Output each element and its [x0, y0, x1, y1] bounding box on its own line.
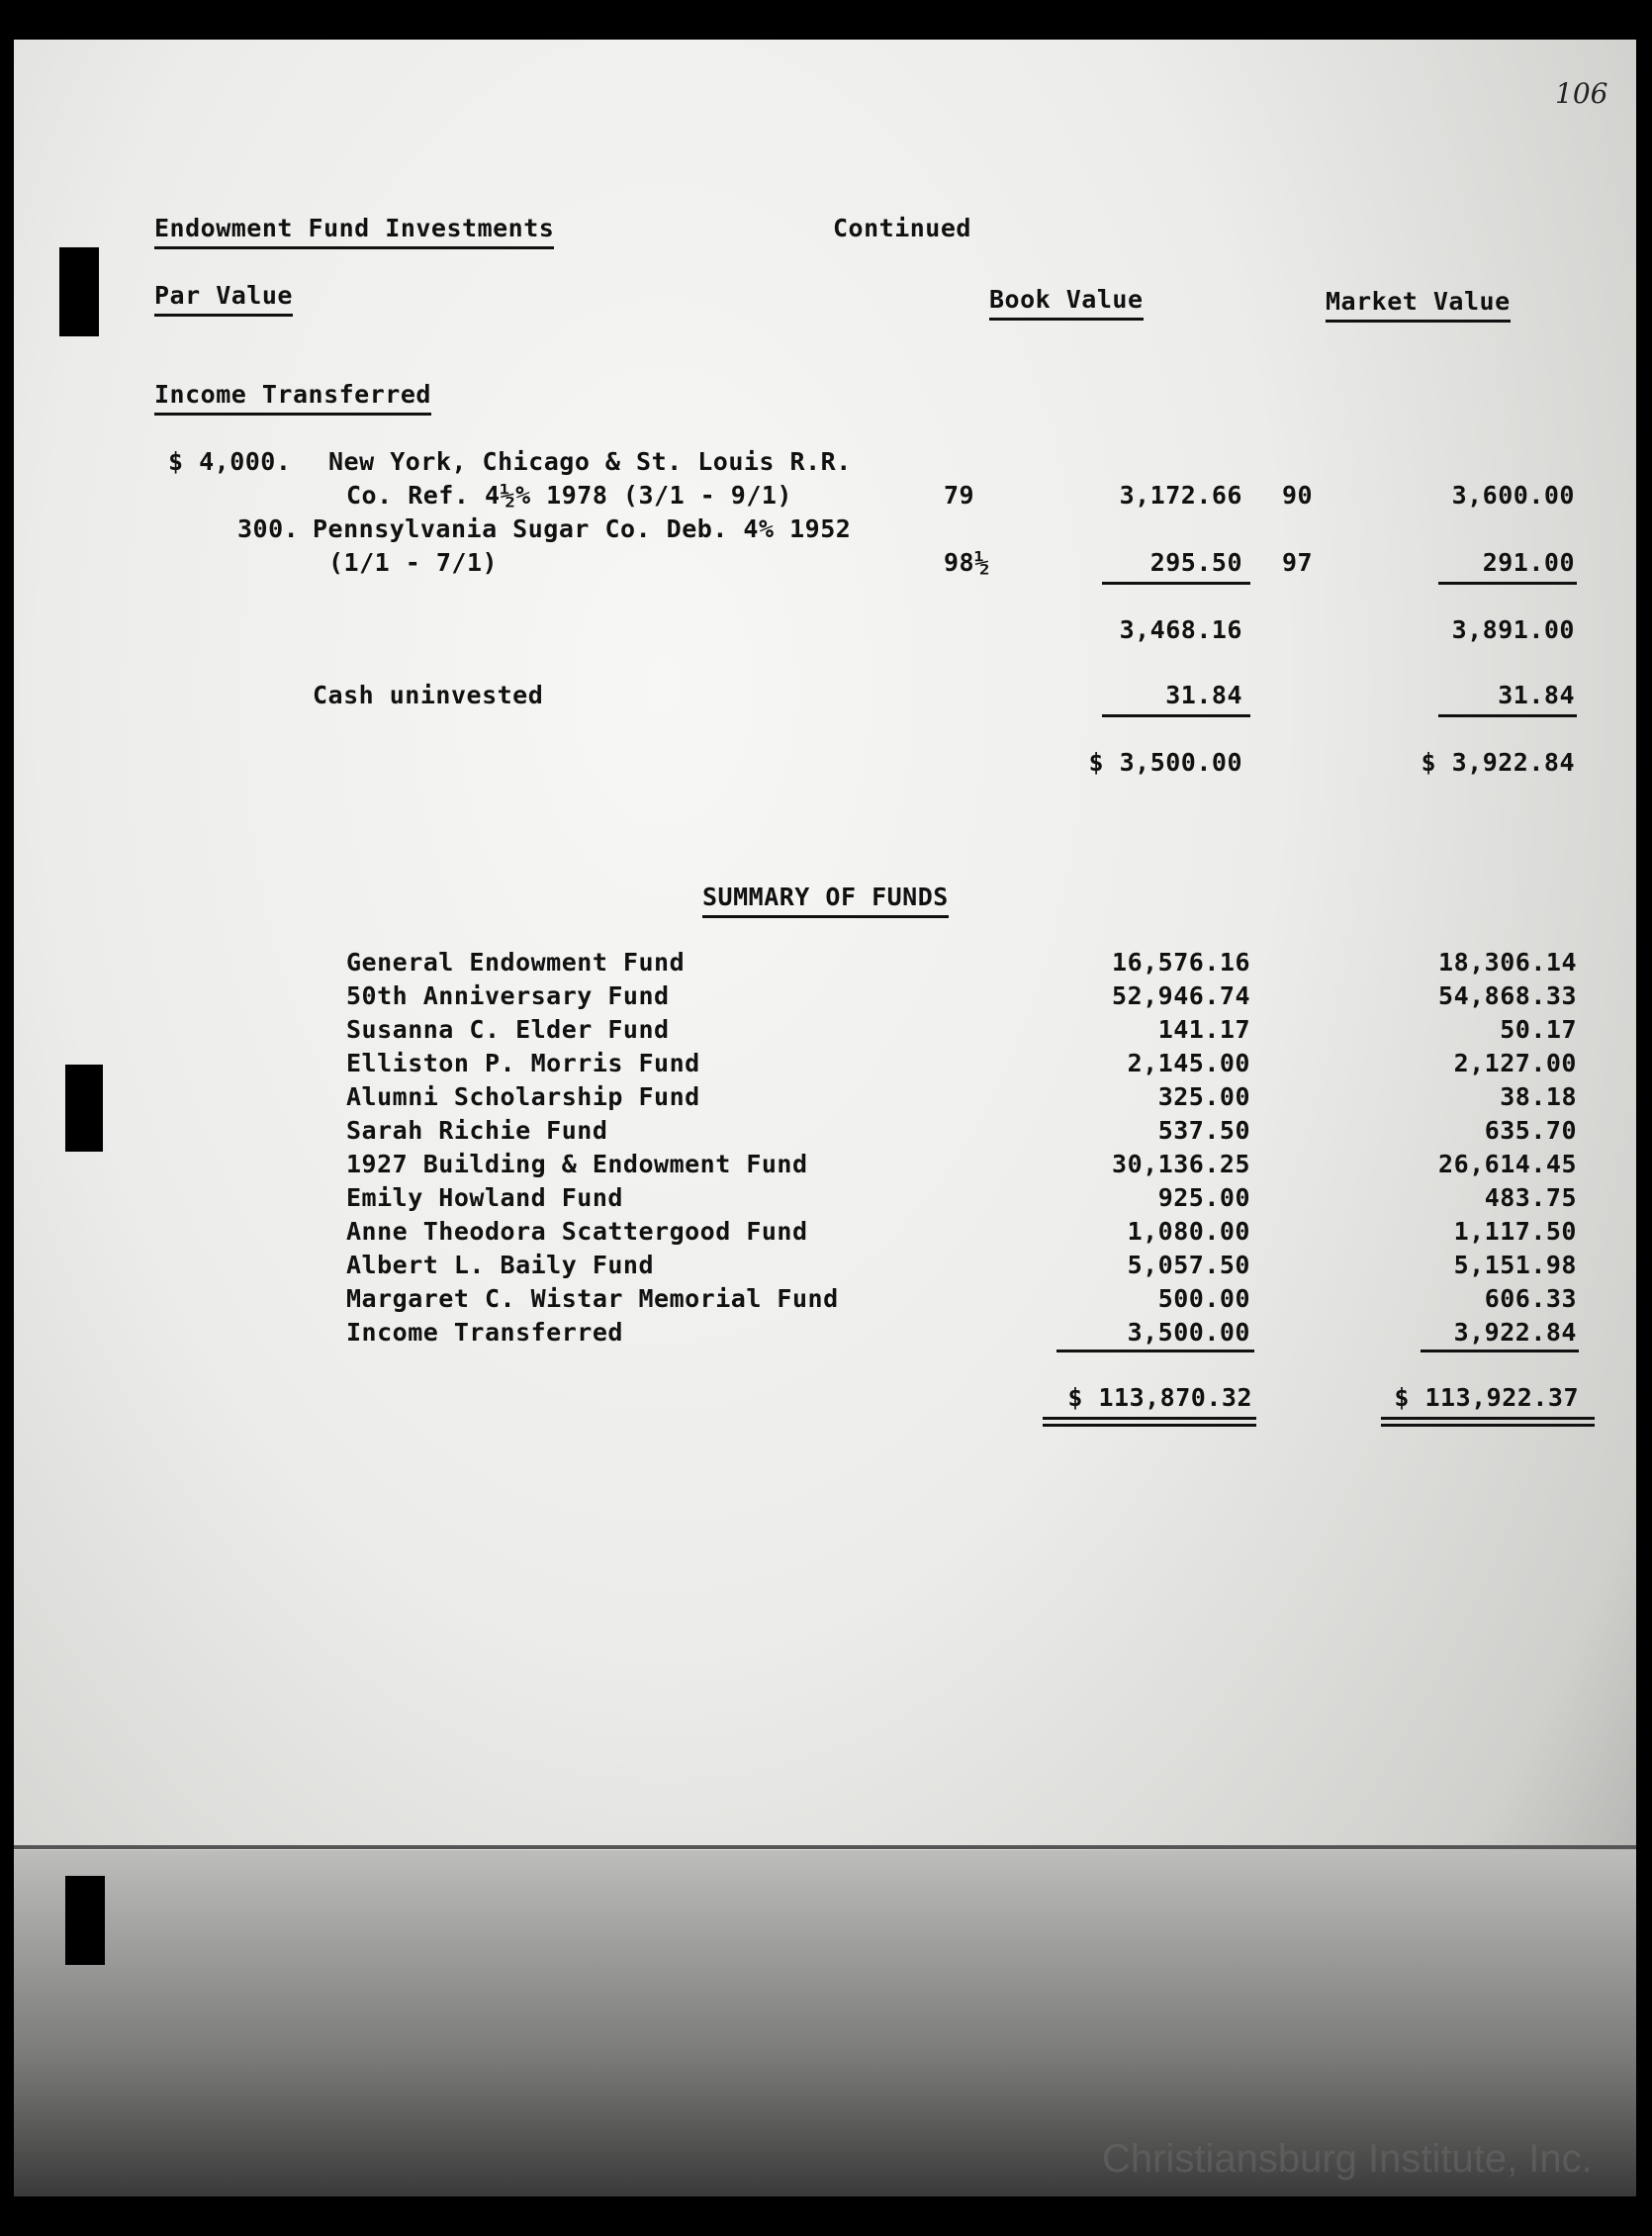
holding-description: New York, Chicago & St. Louis R.R.	[328, 447, 852, 476]
fund-market: 18,306.14	[1438, 948, 1577, 977]
fund-name: Alumni Scholarship Fund	[346, 1082, 700, 1111]
cash-rule-market	[1438, 714, 1577, 717]
continued-label: Continued	[833, 214, 971, 242]
holding-market-price: 90	[1282, 481, 1314, 510]
summary-total-market: $ 113,922.37	[1394, 1383, 1579, 1412]
fund-market: 3,922.84	[1453, 1318, 1577, 1347]
fund-name: Albert L. Baily Fund	[346, 1251, 655, 1279]
holding-book-price: 79	[944, 481, 975, 510]
cash-rule-book	[1102, 714, 1250, 717]
total-double-rule-book	[1043, 1417, 1256, 1420]
fund-market: 50.17	[1500, 1015, 1577, 1044]
fund-name: Income Transferred	[346, 1318, 623, 1347]
binder-mark	[59, 247, 99, 336]
fund-name: Anne Theodora Scattergood Fund	[346, 1217, 808, 1246]
fund-name: Susanna C. Elder Fund	[346, 1015, 670, 1044]
fund-name: General Endowment Fund	[346, 948, 686, 977]
fund-market: 2,127.00	[1453, 1049, 1577, 1077]
binder-mark	[65, 1065, 103, 1152]
document-page	[14, 40, 1636, 2196]
fund-book: 325.00	[1157, 1082, 1250, 1111]
fund-book: 3,500.00	[1127, 1318, 1250, 1347]
book-value-header: Book Value	[989, 285, 1144, 321]
holding-market-price: 97	[1282, 548, 1314, 577]
fund-market: 38.18	[1500, 1082, 1577, 1111]
holding-par: $ 4,000.	[168, 447, 292, 476]
fund-book: 925.00	[1157, 1183, 1250, 1212]
summary-rule-market	[1421, 1350, 1579, 1352]
fund-market: 606.33	[1484, 1284, 1577, 1313]
market-value-header: Market Value	[1326, 287, 1511, 323]
fund-name: 50th Anniversary Fund	[346, 981, 670, 1010]
holding-description-line2: Co. Ref. 4½% 1978 (3/1 - 9/1)	[346, 481, 792, 510]
fund-market: 635.70	[1484, 1116, 1577, 1145]
subtotal-market: 3,891.00	[1451, 615, 1575, 644]
binder-mark	[65, 1876, 105, 1965]
page-fold	[14, 1845, 1636, 1849]
fund-book: 537.50	[1157, 1116, 1250, 1145]
holding-par: 300.	[237, 514, 300, 543]
cash-book: 31.84	[1165, 681, 1242, 709]
subtotal-book: 3,468.16	[1119, 615, 1242, 644]
fund-book: 30,136.25	[1112, 1150, 1250, 1178]
total-double-rule-book	[1043, 1424, 1256, 1427]
watermark: Christiansburg Institute, Inc.	[1102, 2137, 1593, 2181]
holding-book-price: 98½	[944, 548, 990, 577]
fund-market: 26,614.45	[1438, 1150, 1577, 1178]
cash-market: 31.84	[1498, 681, 1575, 709]
summary-rule-book	[1056, 1350, 1254, 1352]
subtotal-rule-market	[1438, 582, 1577, 585]
summary-total-book: $ 113,870.32	[1067, 1383, 1252, 1412]
section-total-market: $ 3,922.84	[1421, 748, 1575, 777]
fund-name: Elliston P. Morris Fund	[346, 1049, 700, 1077]
fund-market: 54,868.33	[1438, 981, 1577, 1010]
fund-market: 5,151.98	[1453, 1251, 1577, 1279]
fund-market: 1,117.50	[1453, 1217, 1577, 1246]
fund-book: 1,080.00	[1127, 1217, 1250, 1246]
holding-market-value: 291.00	[1482, 548, 1575, 577]
fund-book: 52,946.74	[1112, 981, 1250, 1010]
document-title: Endowment Fund Investments	[154, 214, 554, 249]
fund-book: 5,057.50	[1127, 1251, 1250, 1279]
fund-book: 2,145.00	[1127, 1049, 1250, 1077]
section-title: Income Transferred	[154, 380, 431, 416]
section-total-book: $ 3,500.00	[1088, 748, 1242, 777]
fund-book: 500.00	[1157, 1284, 1250, 1313]
fund-name: Sarah Richie Fund	[346, 1116, 608, 1145]
holding-book-value: 295.50	[1149, 548, 1242, 577]
fund-name: Margaret C. Wistar Memorial Fund	[346, 1284, 839, 1313]
holding-market-value: 3,600.00	[1451, 481, 1575, 510]
holding-book-value: 3,172.66	[1119, 481, 1242, 510]
cash-label: Cash uninvested	[313, 681, 544, 709]
summary-title: SUMMARY OF FUNDS	[702, 883, 949, 918]
fund-name: Emily Howland Fund	[346, 1183, 623, 1212]
total-double-rule-market	[1381, 1417, 1595, 1420]
holding-description-line2: (1/1 - 7/1)	[328, 548, 499, 577]
holding-description: Pennsylvania Sugar Co. Deb. 4% 1952	[313, 514, 852, 543]
total-double-rule-market	[1381, 1424, 1595, 1427]
page-number: 106	[1555, 77, 1608, 110]
par-value-header: Par Value	[154, 281, 293, 317]
fund-name: 1927 Building & Endowment Fund	[346, 1150, 808, 1178]
subtotal-rule-book	[1102, 582, 1250, 585]
fund-market: 483.75	[1484, 1183, 1577, 1212]
fund-book: 141.17	[1157, 1015, 1250, 1044]
fund-book: 16,576.16	[1112, 948, 1250, 977]
